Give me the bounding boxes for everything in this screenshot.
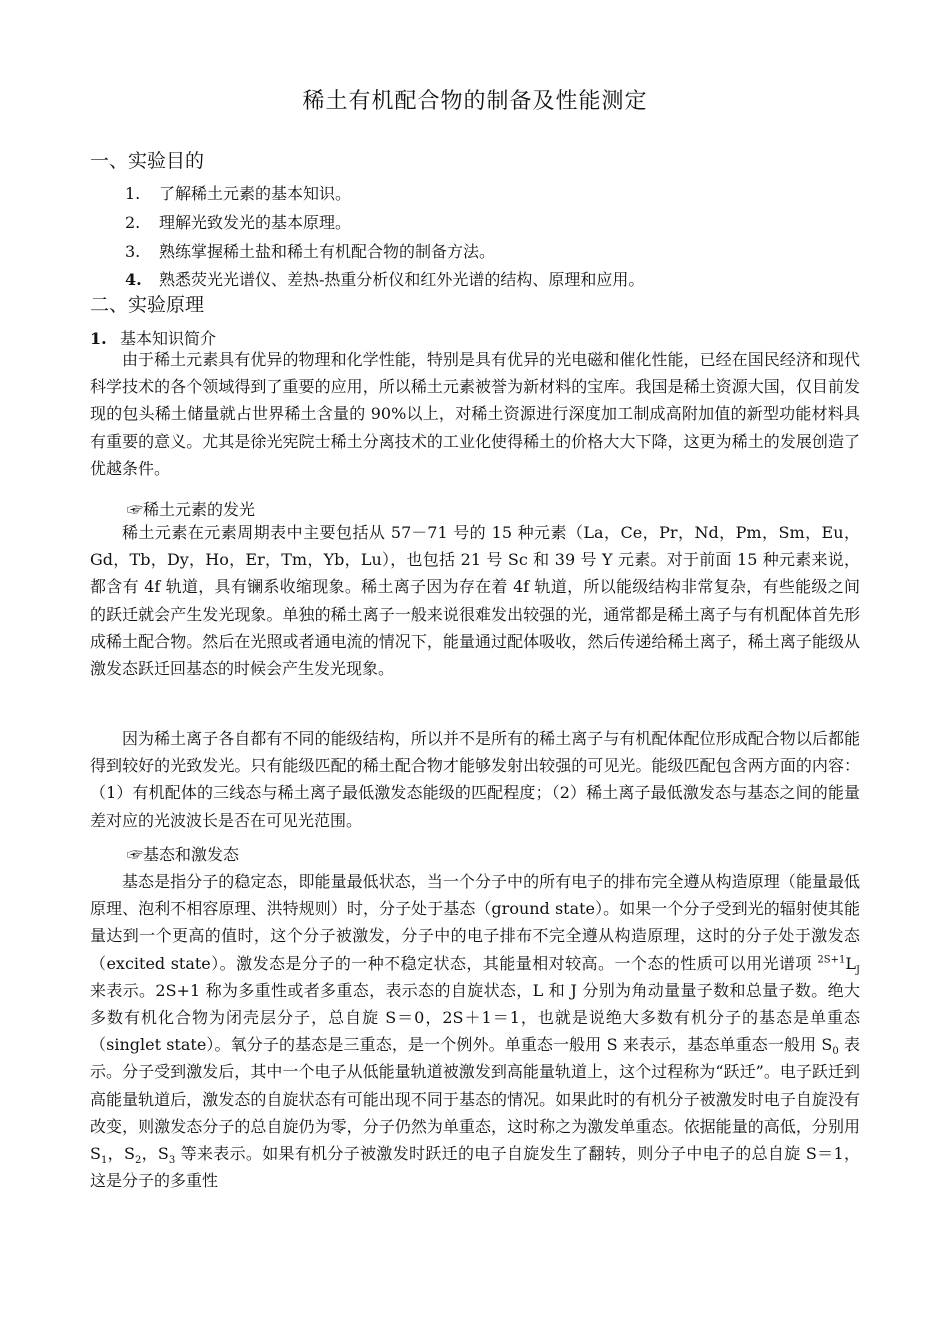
spectral-term-superscript: 2S+1 xyxy=(817,954,846,966)
bullet-heading-ground-excited: ☞基态和激发态 xyxy=(127,845,240,864)
objective-number: 2. xyxy=(125,213,141,232)
paragraph-intro xyxy=(90,346,860,482)
objective-text: 熟悉荧光光谱仪、差热-热重分析仪和红外光谱的结构、原理和应用。 xyxy=(159,270,645,289)
paragraph-energy-levels xyxy=(90,725,860,834)
objective-text: 理解光致发光的基本原理。 xyxy=(159,213,352,232)
objective-item-3 xyxy=(125,239,495,262)
section-heading-principles: 二、实验原理 xyxy=(90,294,205,316)
section-heading-objectives: 一、实验目的 xyxy=(90,150,205,172)
paragraph-text: 由于稀土元素具有优异的物理和化学性能，特别是具有优异的光电磁和催化性能，已经在国民经济和现代科学技术的各个领域得到了重要的应用，所以稀土元素被誉为新材料的宝库。我国是稀土资源大国，仅目前发现的包头稀土储量就占世界稀土含量的 90%以上，对稀土资源进行深度加工制成高附加值的新型功能材料具有重要的意义。尤其是徐光宪院士稀土分离技术的工业化使得稀土的价格大大下降，这更为稀土的发展创造了优越条件。 xyxy=(90,350,860,478)
objective-number: 4. xyxy=(125,270,142,289)
paragraph-rare-earth-luminescence xyxy=(90,519,860,682)
objective-item-4 xyxy=(125,267,644,290)
objective-item-1 xyxy=(125,181,351,204)
objective-number: 3. xyxy=(125,242,141,261)
paragraph-text: 因为稀土离子各自都有不同的能级结构，所以并不是所有的稀土离子与有机配体配位形成配合物以后都能得到较好的光致发光。只有能级匹配的稀土配合物才能够发射出较强的可见光。能级匹配包含两方面的内容：（1）有机配体的三线态与稀土离子最低激发态能级的匹配程度；（2）稀土离子最低激发态与基态之间的能量差对应的光波波长是否在可见光范围。 xyxy=(90,729,860,830)
objective-text: 熟练掌握稀土盐和稀土有机配合物的制备方法。 xyxy=(159,242,496,261)
bullet-heading-luminescence: ☞稀土元素的发光 xyxy=(127,500,256,519)
document-title: 稀土有机配合物的制备及性能测定 xyxy=(302,89,648,114)
objective-text: 了解稀土元素的基本知识。 xyxy=(159,184,352,203)
spectral-term-subscript: J xyxy=(855,964,860,976)
subsection-text: 基本知识简介 xyxy=(120,329,217,348)
spectral-term-L: L xyxy=(845,953,856,973)
paragraph-text: 基态是指分子的稳定态，即能量最低状态，当一个分子中的所有电子的排布完全遵从构造原理（能量最低原理、泡利不相容原理、洪特规则）时，分子处于基态（ground state）。如果一个分子受到光的辐射使其能量达到一个更高的值时，这个分子被激发，分子中的电子排布不完全遵从构造原理，这时的分子处于激发态（excited state）。激发态是分子的一种不稳定状态，其能量相对较高。一个态的性质可以用光谱项 $^{2S+1}L_J$ 来表示。2S+1 称为多重性或者多重态，表示态的自旋状态，L 和 J 分别为角动量量子数和总量子数。绝大多数有机化合物为闭壳层分子，总自旋 S＝0，2S＋1＝1，也就是说绝大多数有机分子的基态是单重态（singlet state）。氧分子的基态是三重态，是一个例外。单重态一般用 S 来表示，基态单重态一般用 $S_0$ 表示。分子受到激发后，其中一个电子从低能量轨道被激发到高能量轨道上，这个过程称为“跃迁”。电子跃迁到高能量轨道后，激发态的自旋状态有可能出现不同于基态的情况。如果此时的有机分子被激发时电子自旋没有改变，则激发态分子的总自旋仍为零，分子仍然为单重态，这时称之为激发单重态。依据能量的高低，分别用 $S_1$，$S_2$，$S_3$ 等来表示。如果有机分子被激发时跃迁的电子自旋发生了翻转，则分子中电子的总自旋 S＝1，这是分子的多重性 xyxy=(90,872,860,1191)
objective-number: 1. xyxy=(125,184,141,203)
paragraph-ground-excited-state xyxy=(90,868,860,1194)
paragraph-text: 稀土元素在元素周期表中主要包括从 57－71 号的 15 种元素（La，Ce，Pr，Nd，Pm，Sm，Eu，Gd，Tb，Dy，Ho，Er，Tm，Yb，Lu），也包括 21 号 Sc 和 39 号 Y 元素。对于前面 15 种元素来说，都含有 4f 轨道，具有镧系收缩现象。稀土离子因为存在着 4f 轨道，所以能级结构非常复杂，有些能级之间的跃迁就会产生发光现象。单独的稀土离子一般来说很难发出较强的光，通常都是稀土离子与有机配体首先形成稀土配合物。然后在光照或者通电流的情况下，能量通过配体吸收，然后传递给稀土离子，稀土离子能级从激发态跃迁回基态的时候会产生发光现象。 xyxy=(90,523,860,679)
objective-item-2 xyxy=(125,210,351,233)
subsection-number: 1. xyxy=(90,329,107,348)
